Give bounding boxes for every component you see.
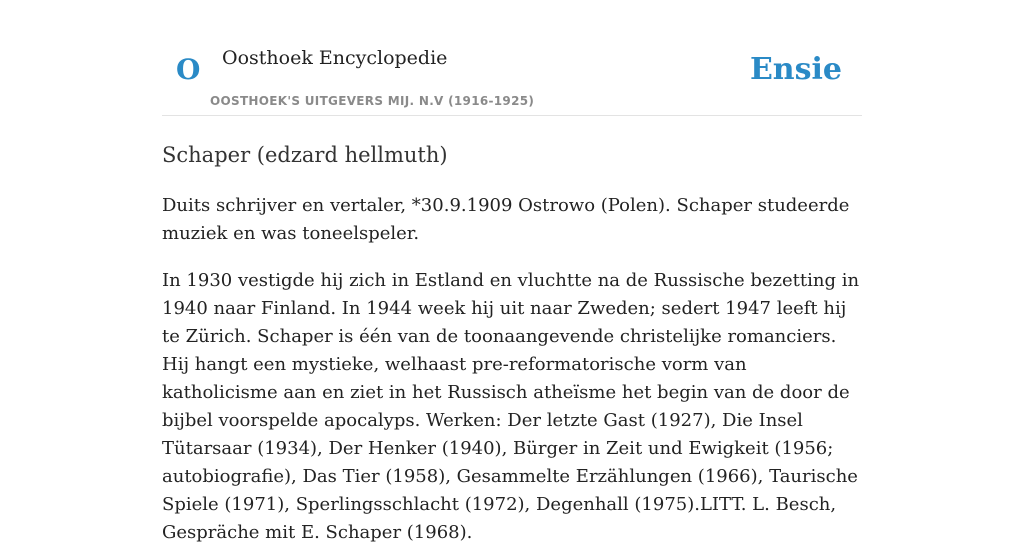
entry-content bbox=[162, 140, 862, 547]
book-logo-letter: O bbox=[176, 53, 201, 86]
book-title-link[interactable]: Oosthoek Encyclopedie bbox=[222, 47, 448, 69]
page bbox=[162, 0, 862, 547]
entry-paragraph: In 1930 vestigde hij zich in Estland en vluchtte na de Russische bezetting in 1940 naar Finland. In 1944 week hij uit naar Zweden; sedert 1947 leeft hij te Zürich. Schaper is één van de toonaangevende christelijke romanciers. Hij hangt een mystieke, welhaast pre-reformatorische vorm van katholicisme aan en ziet in het Russisch atheïsme het begin van de door de bijbel voorspelde apocalyps. Werken: Der letzte Gast (1927), Die Insel Tütarsaar (1934), Der Henker (1940), Bürger in Zeit und Ewigkeit (1956; autobiografie), Das Tier (1958), Gesammelte Erzählungen (1966), Taurische Spiele (1971), Sperlingsschlacht (1972), Degenhall (1975).LITT. L. Besch, Gespräche mit E. Schaper (1968). bbox=[162, 270, 860, 543]
ensie-logo-link[interactable]: Ensie bbox=[749, 52, 842, 87]
entry-paragraph: Duits schrijver en vertaler, *30.9.1909 Ostrowo (Polen). Schaper studeerde muziek en was toneelspeler. bbox=[162, 195, 850, 244]
publisher-subtitle: OOSTHOEK'S UITGEVERS MIJ. N.V (1916-1925) bbox=[210, 94, 535, 108]
site-header bbox=[162, 0, 862, 116]
entry-title: Schaper (edzard hellmuth) bbox=[162, 143, 448, 167]
